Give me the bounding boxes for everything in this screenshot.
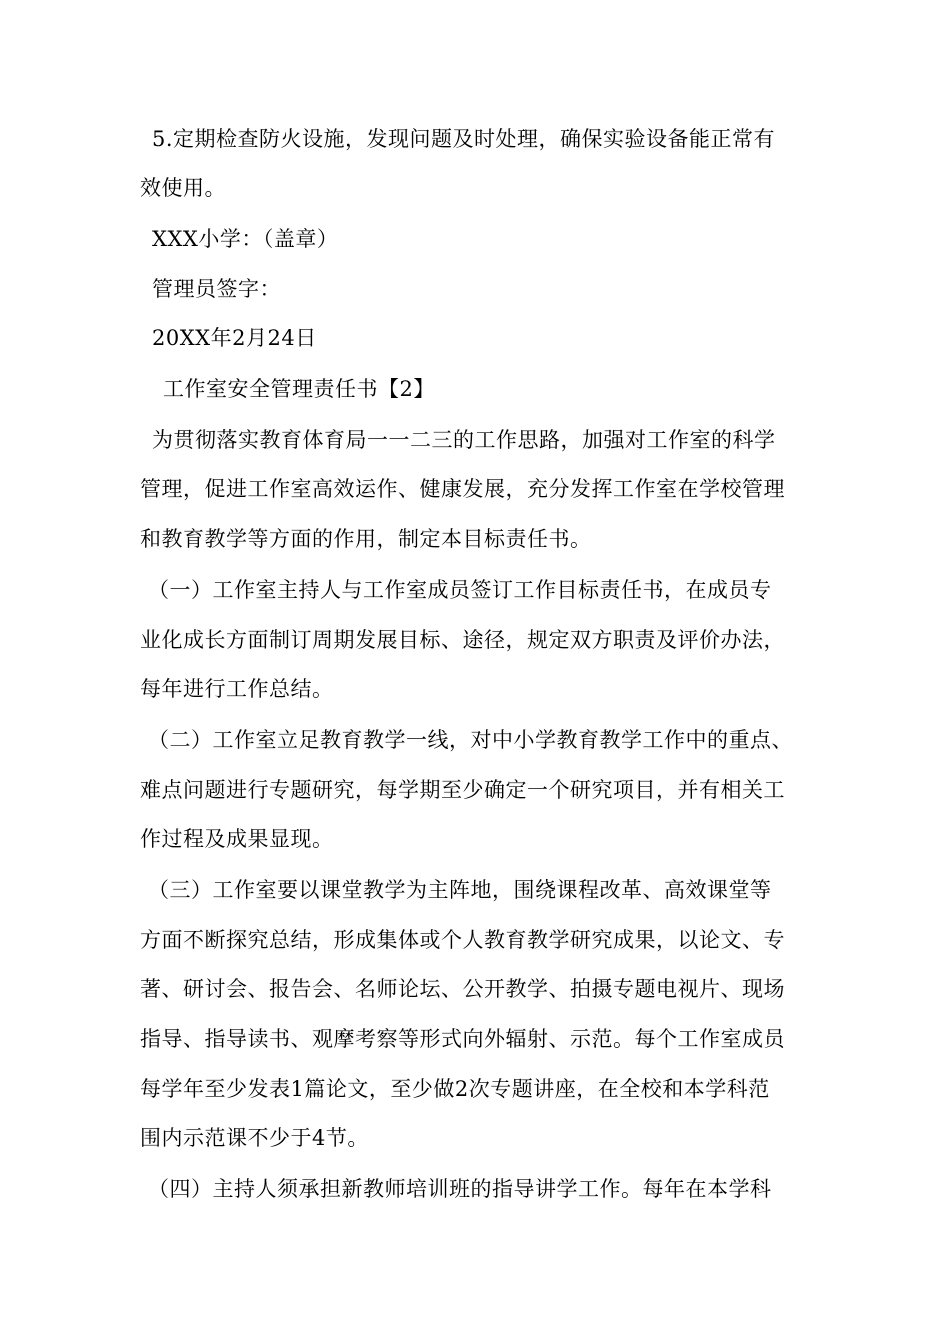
text-line: 效使用。: [140, 176, 226, 200]
section-title: 工作室安全管理责任书【2】: [163, 377, 435, 401]
text-line: 和教育教学等方面的作用，制定本目标责任书。: [140, 527, 592, 551]
text-line: 围内示范课不少于4节。: [140, 1126, 369, 1150]
text-line: （二）工作室立足教育教学一线，对中小学教育教学工作中的重点、: [148, 728, 793, 752]
text-line: （四）主持人须承担新教师培训班的指导讲学工作。每年在本学科: [148, 1177, 772, 1201]
text-line: 为贯彻落实教育体育局一一二三的工作思路，加强对工作室的科学: [152, 428, 776, 452]
signature-line: 管理员签字：: [152, 277, 281, 301]
text-line: 每年进行工作总结。: [140, 677, 334, 701]
text-line: 指导、指导读书、观摩考察等形式向外辐射、示范。每个工作室成员: [140, 1027, 785, 1051]
text-line: 每学年至少发表1篇论文，至少做2次专题讲座，在全校和本学科范: [140, 1077, 770, 1101]
date-line: 20XX年2月24日: [152, 326, 317, 350]
text-line: 著、研讨会、报告会、名师论坛、公开教学、拍摄专题电视片、现场: [140, 977, 785, 1001]
text-line: （三）工作室要以课堂教学为主阵地，围绕课程改革、高效课堂等: [148, 878, 772, 902]
school-seal-line: XXX小学：（盖章）: [152, 227, 339, 251]
text-line: 业化成长方面制订周期发展目标、途径，规定双方职责及评价办法，: [140, 628, 785, 652]
text-line: 5.定期检查防火设施，发现问题及时处理，确保实验设备能正常有: [152, 127, 776, 151]
text-line: 难点问题进行专题研究，每学期至少确定一个研究项目，并有相关工: [140, 778, 785, 802]
text-line: 方面不断探究总结，形成集体或个人教育教学研究成果，以论文、专: [140, 928, 785, 952]
text-line: （一）工作室主持人与工作室成员签订工作目标责任书，在成员专: [148, 578, 772, 602]
text-line: 管理，促进工作室高效运作、健康发展，充分发挥工作室在学校管理: [140, 477, 785, 501]
text-line: 作过程及成果显现。: [140, 827, 334, 851]
